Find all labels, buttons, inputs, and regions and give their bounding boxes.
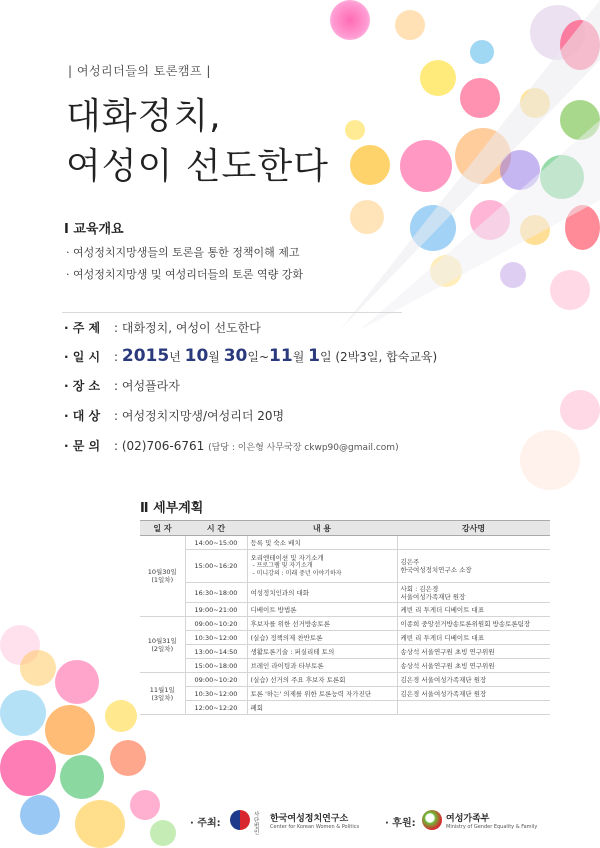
day-date: 11월1일	[149, 685, 175, 694]
content-cell: 여성정치인과의 대화	[247, 583, 397, 603]
bokeh-dot	[520, 215, 550, 245]
info-value: : 여성플라자	[114, 379, 180, 393]
date-day1-unit: 일~	[247, 350, 270, 364]
bokeh-dot	[500, 262, 526, 288]
bokeh-dot	[105, 700, 137, 732]
date-month1: 10	[184, 346, 209, 366]
bokeh-dot	[560, 20, 600, 70]
content-cell: 후보자를 위한 선거방송토론	[247, 617, 397, 631]
date-day1: 30	[223, 346, 248, 366]
table-row	[140, 645, 550, 659]
time-cell: 10:30~12:00	[185, 687, 247, 701]
date-month2: 11	[269, 346, 293, 366]
bokeh-dot	[550, 270, 590, 310]
bokeh-dot	[420, 60, 456, 96]
bokeh-dot	[460, 78, 500, 118]
info-value: : 여성정치지망생/여성리더 20명	[114, 409, 285, 423]
host-org-name: 한국여성정치연구소	[270, 814, 349, 824]
bokeh-dot	[520, 88, 550, 118]
content-cell: 폐회	[247, 701, 397, 715]
date-year-unit: 년	[169, 350, 185, 364]
time-cell: 14:00~15:00	[185, 536, 247, 550]
bokeh-dot	[20, 650, 56, 686]
table-row	[140, 536, 550, 550]
time-cell: 15:00~16:20	[185, 550, 247, 583]
bokeh-dot	[540, 155, 584, 199]
bokeh-dot	[330, 0, 370, 40]
header-speaker: 강사명	[397, 521, 550, 536]
title-line-1: 대화정치,	[66, 96, 222, 137]
speaker-cell: 사회 : 김은경 서울여성가족재단 원장	[397, 583, 550, 603]
time-cell: 09:00~10:20	[185, 673, 247, 687]
speaker-cell: 김은경 서울여성가족재단 원장	[397, 687, 550, 701]
table-row	[140, 603, 550, 617]
bokeh-dot	[150, 820, 176, 846]
bokeh-dot	[350, 200, 384, 234]
content-cell: 토론 '하는' 의제를 위한 토론능력 자가진단	[247, 687, 397, 701]
bokeh-dot	[75, 800, 125, 848]
speaker-cell: 송상석 서울연구원 초빙 연구위원	[397, 645, 550, 659]
info-date	[64, 346, 437, 366]
title-line-2: 여성이 선도한다	[66, 146, 329, 187]
overview-item: · 여성정치지망생 및 여성리더들의 토론 역량 강화	[66, 264, 303, 286]
camp-label: | 여성리더들의 토론캠프 |	[68, 64, 211, 78]
date-day2-unit: 일	[319, 350, 332, 364]
date-month1-unit: 월	[208, 350, 224, 364]
host-label: · 주최:	[190, 818, 221, 829]
speaker-cell: 김은경 서울여성가족재단 원장	[397, 673, 550, 687]
bokeh-dot	[0, 690, 46, 736]
day-index: (1일차)	[151, 576, 174, 584]
sponsor-label: · 후원:	[385, 818, 416, 829]
info-label: · 장 소	[64, 376, 114, 396]
divider	[62, 312, 402, 313]
date-prefix: :	[114, 350, 122, 364]
section1-title: I 교육개요	[64, 222, 124, 237]
bokeh-dot	[110, 740, 146, 776]
table-row	[140, 659, 550, 673]
day-date: 10월31일	[147, 636, 177, 645]
content-cell: (실습) 선거의 주요 후보자 토론회	[247, 673, 397, 687]
day-date: 10월30일	[147, 568, 177, 576]
overview-list	[66, 242, 303, 286]
schedule-table	[140, 520, 550, 715]
bokeh-dot	[45, 705, 95, 755]
day-index: (2일차)	[151, 644, 174, 653]
info-target	[64, 406, 284, 426]
sponsor-logo-icon	[422, 810, 442, 830]
speaker-cell: 김은주 한국여성정치연구소 소장	[397, 550, 550, 583]
content-cell: 생활토론기술 : 퍼실리테 토의	[247, 645, 397, 659]
bokeh-dot	[55, 660, 99, 704]
section2-title: Ⅱ 세부계획	[140, 501, 204, 516]
bokeh-dot	[0, 740, 56, 796]
bokeh-dot	[60, 755, 104, 799]
content-main: 오리엔테이션 및 자기소개	[250, 554, 324, 562]
info-place	[64, 376, 180, 396]
speaker-cell	[397, 536, 550, 550]
bokeh-dot	[560, 100, 600, 140]
page-title	[66, 92, 329, 192]
time-cell: 10:30~12:00	[185, 631, 247, 645]
header-content: 내 용	[247, 521, 397, 536]
host-logo-icon	[230, 810, 250, 830]
date-month2-unit: 월	[292, 350, 309, 364]
info-label: · 일 시	[64, 347, 114, 367]
bokeh-dot	[560, 390, 600, 430]
speaker-cell: 케빈 리 투게더 디베이트 대표	[397, 603, 550, 617]
bokeh-dot	[470, 200, 510, 240]
day-cell	[140, 536, 185, 617]
sponsor-name-en: Ministry of Gender Equality & Family	[446, 824, 538, 830]
bokeh-dot	[20, 795, 60, 835]
header-date: 일 자	[140, 521, 185, 536]
bokeh-dot	[410, 205, 456, 251]
content-cell: 브레인 라이팅과 타부토론	[247, 659, 397, 673]
time-cell: 09:00~10:20	[185, 617, 247, 631]
header-time: 시 간	[185, 521, 247, 536]
org-tag: 사단 법인	[254, 812, 260, 836]
bokeh-dot	[500, 150, 540, 190]
bokeh-dot	[350, 145, 390, 185]
table-row	[140, 701, 550, 715]
table-row	[140, 583, 550, 603]
table-row	[140, 631, 550, 645]
date-year: 2015	[121, 346, 170, 366]
day-cell	[140, 673, 185, 715]
contact-phone: : (02)706-6761	[114, 439, 209, 453]
time-cell: 13:00~14:50	[185, 645, 247, 659]
table-row	[140, 673, 550, 687]
time-cell: 15:00~18:00	[185, 659, 247, 673]
date-note: (2박3일, 합숙교육)	[331, 350, 438, 364]
bokeh-dot	[565, 205, 600, 250]
bokeh-dot	[345, 120, 365, 140]
time-cell: 16:30~18:00	[185, 583, 247, 603]
info-label: · 주 제	[64, 318, 114, 338]
speaker-cell	[397, 701, 550, 715]
content-cell: 디베이트 방법론	[247, 603, 397, 617]
host-org-name-en: Center for Korean Women & Politics	[270, 824, 360, 830]
contact-note: (담당 : 이은형 사무국장 ckwp90@gmail.com)	[208, 443, 399, 453]
info-value: : 대화정치, 여성이 선도한다	[114, 321, 261, 335]
table-row	[140, 617, 550, 631]
content-sub: - 미니강의 : 미래 중년 이야기하자	[252, 570, 342, 577]
info-contact	[64, 436, 399, 456]
info-label: · 대 상	[64, 406, 114, 426]
table-row	[140, 550, 550, 583]
speaker-cell: 케빈 리 투게더 디베이트 대표	[397, 631, 550, 645]
content-cell: (실습) 정책의제 찬반토론	[247, 631, 397, 645]
bokeh-dot	[130, 790, 160, 820]
sponsor-name: 여성가족부	[446, 814, 490, 824]
day-index: (3일차)	[151, 693, 174, 702]
day-cell	[140, 617, 185, 673]
content-cell	[247, 550, 397, 583]
content-sub: - 프로그램 및 자기소개	[252, 562, 313, 569]
time-cell: 19:00~21:00	[185, 603, 247, 617]
time-cell: 12:00~12:20	[185, 701, 247, 715]
bokeh-dot	[395, 10, 425, 40]
bokeh-dot	[470, 40, 494, 64]
overview-item: · 여성정치지망생들의 토론을 통한 정책이해 제고	[66, 242, 303, 264]
speaker-cell: 이종희 중앙선거방송토론위원회 방송토론팀장	[397, 617, 550, 631]
table-row	[140, 687, 550, 701]
bokeh-dot	[430, 255, 462, 287]
info-theme	[64, 318, 261, 338]
table-header-row	[140, 521, 550, 536]
info-label: · 문 의	[64, 436, 114, 456]
content-cell: 등록 및 숙소 배치	[247, 536, 397, 550]
bokeh-dot	[400, 140, 452, 192]
speaker-cell: 송상석 서울연구원 초빙 연구위원	[397, 659, 550, 673]
date-day2: 1	[308, 346, 320, 366]
bokeh-dot	[520, 430, 580, 490]
